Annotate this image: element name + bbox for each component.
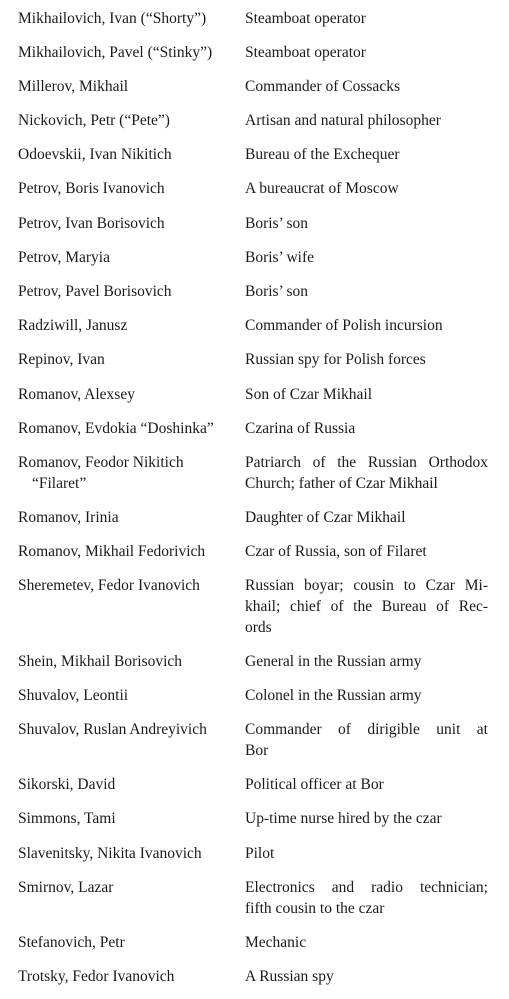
character-name-line: Trotsky, Fedor Ivanovich (18, 968, 175, 985)
character-name-line: Mikhailovich, Pavel (“Stinky”) (18, 44, 213, 61)
character-name-line: Romanov, Evdokia “Doshinka” (18, 420, 214, 437)
character-role (245, 384, 488, 405)
character-role-line: Colonel in the Russian army (245, 687, 422, 704)
character-role-line: Electronics and radio technician; (245, 879, 488, 896)
character-name (18, 247, 240, 268)
character-name-line: Mikhailovich, Ivan (“Shorty”) (18, 10, 207, 27)
character-role (245, 651, 488, 672)
character-role (245, 247, 488, 268)
character-name (18, 349, 240, 370)
character-name (18, 877, 240, 898)
character-name (18, 110, 240, 131)
character-name-line: Simmons, Tami (18, 810, 116, 827)
character-role-line: General in the Russian army (245, 653, 422, 670)
character-name-line: Romanov, Irinia (18, 509, 119, 526)
character-name-line: Radziwill, Janusz (18, 317, 128, 334)
character-role-line: Boris’ son (245, 215, 309, 232)
character-role (245, 774, 488, 795)
character-name (18, 76, 240, 97)
character-name-line: Odoevskii, Ivan Nikitich (18, 146, 172, 163)
character-name-line: Smirnov, Lazar (18, 879, 114, 896)
character-role-line: Commander of dirigible unit at (245, 721, 488, 738)
character-role-line: Up-time nurse hired by the czar (245, 810, 442, 827)
character-name (18, 507, 240, 528)
character-role (245, 76, 488, 97)
character-name (18, 384, 240, 405)
character-role (245, 178, 488, 199)
character-role (245, 315, 488, 336)
character-name-line: Stefanovich, Petr (18, 934, 125, 951)
character-name (18, 843, 240, 864)
character-name (18, 281, 240, 302)
character-name-line: Shein, Mikhail Borisovich (18, 653, 183, 670)
character-role-line: ords (245, 619, 272, 636)
character-role (245, 8, 488, 29)
character-name (18, 808, 240, 829)
character-name-line: Nickovich, Petr (“Pete”) (18, 112, 170, 129)
character-role (245, 541, 488, 562)
character-name (18, 418, 240, 439)
character-role-line: Boris’ son (245, 283, 309, 300)
character-role (245, 932, 488, 953)
character-role-line: Czar of Russia, son of Filaret (245, 543, 427, 560)
character-name-line: Romanov, Feodor Nikitich (18, 454, 184, 471)
character-role-line: Mechanic (245, 934, 307, 951)
character-role-line: Commander of Polish incursion (245, 317, 443, 334)
character-name-line: Petrov, Boris Ivanovich (18, 180, 165, 197)
character-role-line: Russian spy for Polish forces (245, 351, 426, 368)
character-name (18, 719, 240, 740)
character-role-line: Bor (245, 742, 269, 759)
character-name-line: Romanov, Mikhail Fedorivich (18, 543, 206, 560)
character-name-line: Slavenitsky, Nikita Ivanovich (18, 845, 202, 862)
character-role-line: Patriarch of the Russian Orthodox (245, 454, 488, 471)
character-role (245, 877, 488, 919)
character-name (18, 42, 240, 63)
character-name (18, 8, 240, 29)
character-name (18, 774, 240, 795)
character-role (245, 349, 488, 370)
character-role (245, 507, 488, 528)
character-name-line: Petrov, Pavel Borisovich (18, 283, 172, 300)
character-role (245, 685, 488, 706)
character-name-line: Sheremetev, Fedor Ivanovich (18, 577, 200, 594)
character-name (18, 685, 240, 706)
character-role (245, 575, 488, 638)
character-name-line: Repinov, Ivan (18, 351, 105, 368)
character-role-line: Steamboat operator (245, 10, 366, 27)
character-role (245, 281, 488, 302)
character-name-line: Petrov, Maryia (18, 249, 110, 266)
character-role-line: khail; chief of the Bureau of Rec- (245, 598, 488, 615)
character-name-line: Romanov, Alexsey (18, 386, 135, 403)
character-role (245, 213, 488, 234)
character-name-line: “Filaret” (32, 475, 87, 492)
character-name (18, 651, 240, 672)
character-name (18, 541, 240, 562)
character-name (18, 452, 240, 494)
character-name-line: Millerov, Mikhail (18, 78, 129, 95)
character-role-line: Daughter of Czar Mikhail (245, 509, 406, 526)
character-name-line: Shuvalov, Leontii (18, 687, 129, 704)
character-name-line: Sikorski, David (18, 776, 116, 793)
character-name (18, 932, 240, 953)
character-role (245, 966, 488, 987)
character-name-line: Petrov, Ivan Borisovich (18, 215, 165, 232)
character-role (245, 719, 488, 761)
character-role (245, 418, 488, 439)
character-name (18, 575, 240, 596)
character-role-line: Bureau of the Exchequer (245, 146, 400, 163)
character-name (18, 966, 240, 987)
character-role-line: Commander of Cossacks (245, 78, 400, 95)
character-role (245, 452, 488, 494)
character-role-line: Artisan and natural philosopher (245, 112, 441, 129)
character-name (18, 144, 240, 165)
character-name (18, 178, 240, 199)
character-name-line: Shuvalov, Ruslan Andreyivich (18, 721, 207, 738)
character-role-line: Pilot (245, 845, 275, 862)
character-role (245, 144, 488, 165)
character-role-line: Czarina of Russia (245, 420, 356, 437)
character-role-line: A bureaucrat of Moscow (245, 180, 399, 197)
character-role-line: A Russian spy (245, 968, 334, 985)
character-role (245, 42, 488, 63)
character-role-line: Boris’ wife (245, 249, 315, 266)
character-name (18, 213, 240, 234)
character-role (245, 110, 488, 131)
character-role-line: Church; father of Czar Mikhail (245, 475, 438, 492)
character-role-line: Political officer at Bor (245, 776, 384, 793)
character-role (245, 808, 488, 829)
character-name (18, 315, 240, 336)
character-role-line: Steamboat operator (245, 44, 366, 61)
character-role-line: Russian boyar; cousin to Czar Mi- (245, 577, 488, 594)
character-role-line: fifth cousin to the czar (245, 900, 385, 917)
character-role-line: Son of Czar Mikhail (245, 386, 372, 403)
character-role (245, 843, 488, 864)
